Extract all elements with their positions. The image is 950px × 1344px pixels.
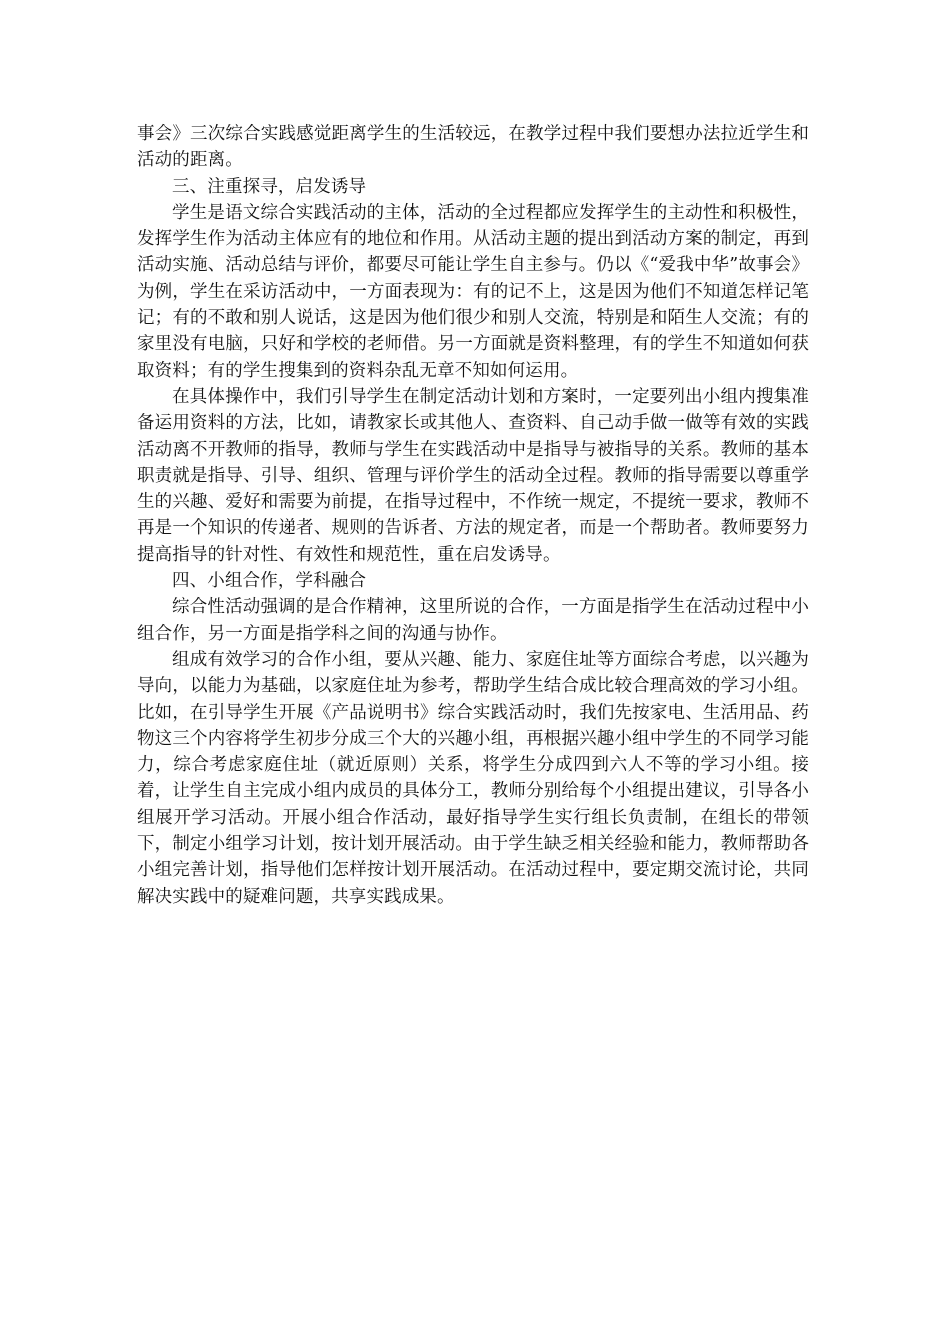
document-body bbox=[137, 121, 809, 910]
section-heading-three: 三、注重探寻，启发诱导 bbox=[172, 176, 367, 197]
paragraph: 学生是语文综合实践活动的主体，活动的全过程都应发挥学生的主动性和积极性，发挥学生作为活动主体应有的地位和作用。从活动主题的提出到活动方案的制定，再到活动实施、活动总结与评价，都要尽可能让学生自主参与。仍以《“爱我中华”故事会》为例，学生在采访活动中，一方面表现为：有的记不上，这是因为他们不知道怎样记笔记；有的不敢和别人说话，这是因为他们很少和别人交流，特别是和陌生人交流；有的家里没有电脑，只好和学校的老师借。另一方面就是资料整理，有的学生不知道如何获取资料；有的学生搜集到的资料杂乱无章不知如何运用。 bbox=[137, 202, 809, 381]
paragraph: 在具体操作中，我们引导学生在制定活动计划和方案时，一定要列出小组内搜集准备运用资料的方法，比如，请教家长或其他人、查资料、自己动手做一做等有效的实践活动离不开教师的指导，教师与学生在实践活动中是指导与被指导的关系。教师的基本职责就是指导、引导、组织、管理与评价学生的活动全过程。教师的指导需要以尊重学生的兴趣、爱好和需要为前提，在指导过程中，不作统一规定，不提统一要求，教师不再是一个知识的传递者、规则的告诉者、方法的规定者，而是一个帮助者。教师要努力提高指导的针对性、有效性和规范性，重在启发诱导。 bbox=[137, 386, 809, 565]
section-heading-four: 四、小组合作，学科融合 bbox=[172, 571, 367, 592]
paragraph: 综合性活动强调的是合作精神，这里所说的合作，一方面是指学生在活动过程中小组合作，另一方面是指学科之间的沟通与协作。 bbox=[137, 597, 809, 644]
paragraph-continuation: 事会》三次综合实践感觉距离学生的生活较远，在教学过程中我们要想办法拉近学生和活动的距离。 bbox=[137, 124, 809, 171]
paragraph: 组成有效学习的合作小组，要从兴趣、能力、家庭住址等方面综合考虑，以兴趣为导向，以能力为基础，以家庭住址为参考，帮助学生结合成比较合理高效的学习小组。比如，在引导学生开展《产品说明书》综合实践活动时，我们先按家电、生活用品、药物这三个内容将学生初步分成三个大的兴趣小组，再根据兴趣小组中学生的不同学习能力，综合考虑家庭住址（就近原则）关系，将学生分成四到六人不等的学习小组。接着，让学生自主完成小组内成员的具体分工，教师分别给每个小组提出建议，引导各小组展开学习活动。开展小组合作活动，最好指导学生实行组长负责制，在组长的带领下，制定小组学习计划，按计划开展活动。由于学生缺乏相关经验和能力，教师帮助各小组完善计划，指导他们怎样按计划开展活动。在活动过程中，要定期交流讨论，共同解决实践中的疑难问题，共享实践成果。 bbox=[137, 649, 809, 907]
